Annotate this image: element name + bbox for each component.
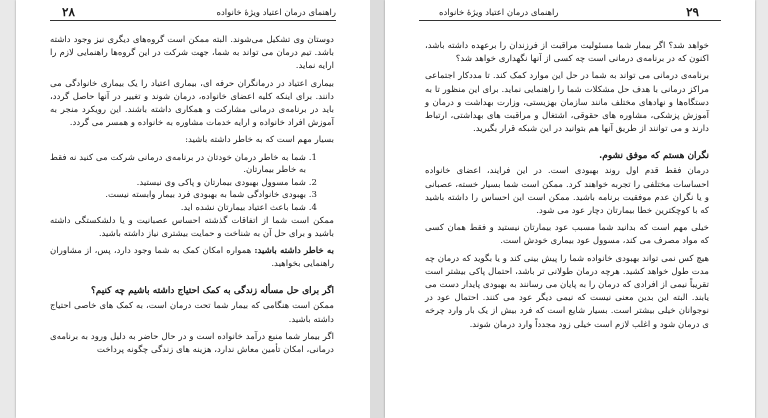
paragraph: ممکن است هنگامی که بیمار شما تحت درمان است، به کمک های خاصی احتیاج داشته باشید. <box>50 301 334 325</box>
page-number: ۲۹ <box>686 5 699 19</box>
page-body <box>50 34 334 361</box>
list-item: 2. شما مسوول بهبودی بیمارتان و پاکی وی نیستید. <box>50 177 306 190</box>
paragraph: خیلی مهم است که بدانید شما مسبب عود بیمارتان نیستید و فقط همان کسی که مواد مصرف می کند، مسوول عود بیماری خودش است. <box>425 223 709 247</box>
header-title: راهنمای درمان اعتیاد ویژهٔ خانواده <box>216 8 336 18</box>
paragraph: بسیار مهم است که به خاطر داشته باشید: <box>185 135 334 146</box>
section-title: اگر برای حل مسأله زندگی به کمک احتیاج داشته باشیم چه کنیم؟ <box>90 286 334 297</box>
paragraph: دوستان وی تشکیل می‌شوند. البته ممکن است گروه‌های دیگری نیز وجود داشته باشد. تیم درمان می تواند به شما، جهت شرکت در این گروه‌ها راهنمایی لازم را ارایه نماید. <box>50 35 334 72</box>
list-item: 3. بهبودی خانوادگی شما به بهبودی فرد بیمار وابسته نیست. <box>50 189 306 202</box>
paragraph: درمان فقط قدم اول روند بهبودی است. در این فرایند، اعضای خانواده احساسات مختلفی را تجربه خواهند کرد. ممکن است شما بسیار خسته، عصبانی و یا نگران عدم موفقیت برنامه باشید. ممکن است این احساس را داشته باشید که با کوچکترین خطا بیمارتان دچار عود می شود. <box>425 166 709 217</box>
left-page <box>16 0 370 418</box>
list-item: 4. شما باعث اعتیاد بیمارتان نشده اید. <box>50 202 306 215</box>
page-header <box>419 6 721 21</box>
paragraph: ممکن است شما از اتفاقات گذشته احساس عصبانیت و یا دلشکستگی داشته باشید و برای حل آن به شناخت و حمایت بیشتری نیاز داشته باشید. <box>50 215 334 239</box>
remember-text: همواره امکان کمک به شما وجود دارد، پس، از مشاوران راهنمایی بخواهید. <box>50 246 334 270</box>
section-title: نگران هستم که موفق نشوم. <box>599 151 709 162</box>
paragraph: هیچ کس نمی تواند بهبودی خانواده شما را پیش بینی کند و یا بگوید که درمان چه مدت طول خواهد کشید. هرچه درمان طولانی تر باشد، احتمال پاکی بیشتر است تقریباً نیمی از افرادی که درمان را به پایان می رسانند به بهبودی پایدار دست می یابند. البته این بدین معنی نیست که نیمی دیگر عود می کنند. احتمال عود در نوجوانان خیلی بیشتر است. بسیار شایع است که فرد بیش از یک بار وارد چرخه ی درمان شود و اغلب لازم است خیلی زود مجدداً وارد درمان شوند. <box>425 253 709 330</box>
book-gutter <box>370 0 385 418</box>
list-item: 1. شما به خاطر درمان خودتان در برنامه‌ی درمانی شرکت می کنید نه فقط به خاطر بیمارتان. <box>50 152 306 177</box>
page-number: ۲۸ <box>62 5 75 19</box>
paragraph: اگر بیمار شما منبع درآمد خانواده است و در حال حاضر به دلیل ورود به برنامه‌ی درمانی، امکان تأمین معاش ندارد، هزینه های زندگی چگونه پرداخت <box>50 331 334 356</box>
numbered-list <box>50 152 334 215</box>
page-body <box>425 40 709 336</box>
page-header <box>50 6 336 21</box>
header-title: راهنمای درمان اعتیاد ویژهٔ خانواده <box>439 8 559 18</box>
paragraph: بیماری اعتیاد در درمانگران حرفه ای، بیماری اعتیاد را یک بیماری خانوادگی می دانند. برای اینکه کلیه اعضای خانواده، درمان شوند و تغییر در آنها حاصل گردد، باید در برنامه‌ی درمانی مشارکت و همکاری داشته باشند. این رویکرد منجر به آموزش افراد خانواده و ارایه خدمات مشاوره به خانواده و همسر می گردد. <box>50 78 334 129</box>
remember-lead: به خاطر داشته باشید: <box>254 246 334 256</box>
remember-paragraph <box>50 245 334 271</box>
paragraph: برنامه‌ی درمانی می تواند به شما در حل این موارد کمک کند. تا مددکار اجتماعی مراکز درمانی با هدف حل مشکلات شما را راهنمایی نماید. برای این منظور تا به دستگاه‌ها و نهادهای مختلف مانند سازمان بهزیستی، وزارت بهداشت و درمان و آموزش پزشکی، مشاوره های حقوقی، اشتغال و مراقبت های بهداشتی، ارتباط دارند و می توانند از طریق آنها هم بتوانید در این شبکه قرار بگیرید. <box>425 71 709 135</box>
right-page <box>385 0 755 418</box>
paragraph: خواهد شد؟ اگر بیمار شما مسئولیت مراقبت از فرزندان را برعهده داشته باشد، اکنون که در برنامه‌ی درمانی است چه کسی از آنها نگهداری خواهد شد؟ <box>425 41 709 65</box>
